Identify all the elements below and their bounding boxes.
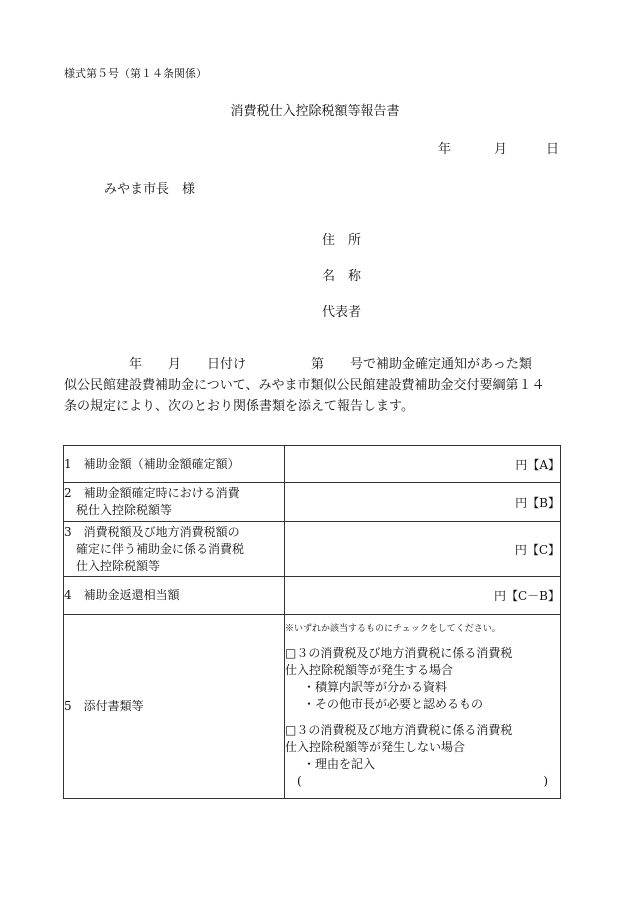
attachments-cell	[285, 615, 561, 799]
body-line: 年 月 日付け 第 号で補助金確定通知があった類	[64, 357, 532, 372]
option-tax-deduction-occurs[interactable]: □３の消費税及び地方消費税に係る消費税 仕入控除税額等が発生する場合 ・積算内訳等が分かる資料 ・その他市長が必要と認めるもの	[285, 645, 560, 713]
subsidy-amount-field[interactable]: 円【A】	[285, 446, 561, 483]
table-row	[64, 446, 561, 483]
refund-amount-label: 4 補助金返還相当額	[64, 577, 285, 615]
report-table	[63, 445, 561, 799]
addressee: みやま市長 様	[104, 182, 196, 197]
name-label: 名 称	[322, 269, 362, 284]
deduction-at-confirmation-field[interactable]: 円【B】	[285, 483, 561, 522]
attachments-label: 5 添付書類等	[64, 615, 285, 799]
table-row	[64, 522, 561, 577]
refund-amount-field[interactable]: 円【C－B】	[285, 577, 561, 615]
deduction-after-tax-label: 3 消費税額及び地方消費税額の 確定に伴う補助金に係る消費税 仕入控除税額等	[64, 522, 285, 577]
table-row	[64, 577, 561, 615]
date-year-label: 年	[438, 142, 452, 157]
report-body-text	[64, 354, 569, 417]
body-line: 条の規定により、次のとおり関係書類を添えて報告します。	[64, 399, 414, 414]
table-row	[64, 483, 561, 522]
date-day-label: 日	[546, 142, 560, 157]
attachment-item: ・積算内訳等が分かる資料	[303, 680, 448, 694]
deduction-after-tax-field[interactable]: 円【C】	[285, 522, 561, 577]
subsidy-amount-label: 1 補助金額（補助金額確定額）	[64, 446, 285, 483]
address-label: 住 所	[322, 233, 362, 248]
option-tax-deduction-not-occurs[interactable]: □３の消費税及び地方消費税に係る消費税 仕入控除税額等が発生しない場合 ・理由を記入	[285, 722, 560, 773]
representative-label: 代表者	[322, 305, 362, 320]
document-title: 消費税仕入控除税額等報告書	[230, 104, 400, 119]
form-number: 様式第５号（第１４条関係）	[64, 67, 207, 80]
body-line: 似公民館建設費補助金について、みやま市類似公民館建設費補助金交付要綱第１４	[64, 378, 545, 393]
attachment-item: ・その他市長が必要と認めるもの	[303, 697, 484, 711]
deduction-at-confirmation-label: 2 補助金額確定時における消費 税仕入控除税額等	[64, 483, 285, 522]
attachment-item: ・理由を記入	[303, 757, 376, 771]
reason-input[interactable]: ( )	[297, 774, 548, 788]
attachments-note: ※いずれか該当するものにチェックをしてください。	[285, 624, 501, 634]
table-row	[64, 615, 561, 799]
date-month-label: 月	[494, 142, 508, 157]
